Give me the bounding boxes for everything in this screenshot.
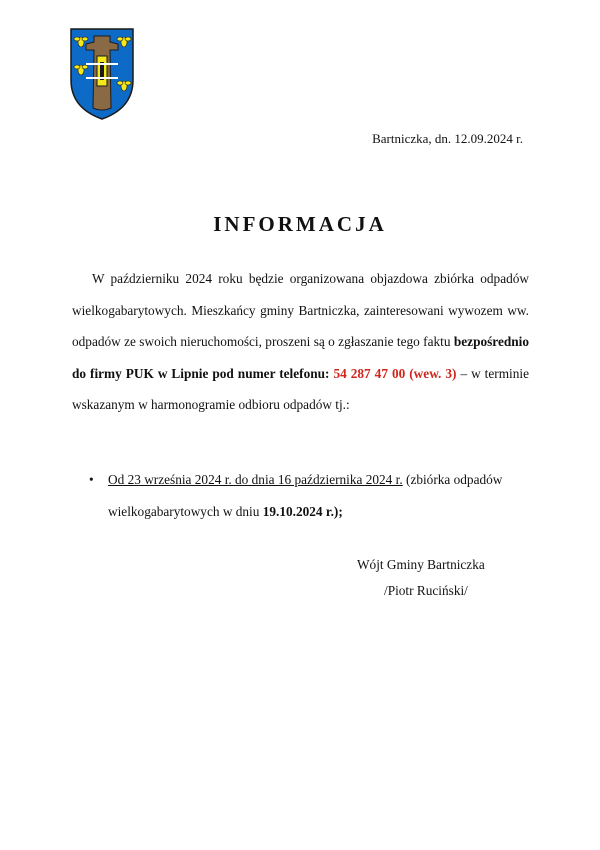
schedule-list <box>89 464 530 527</box>
signature-block <box>357 552 485 604</box>
paragraph-text-1: W październiku 2024 roku będzie organizowana objazdowa zbiórka odpadów wielkogabarytowych. Mieszkańcy gminy Bartniczka, zainteresowani wywozem ww. odpadów ze swoich nieruchomości, proszeni są o zgłaszanie tego faktu <box>72 271 529 350</box>
date-line: Bartniczka, dn. 12.09.2024 r. <box>372 131 523 146</box>
main-paragraph <box>72 263 529 421</box>
paragraph-text-2: – w terminie wskazanym w harmonogramie odbioru odpadów tj.: <box>72 365 529 413</box>
signature-name: /Piotr Ruciński/ <box>384 583 468 598</box>
bullet-icon: • <box>89 472 94 487</box>
collection-period: Od 23 września 2024 r. do dnia 16 października 2024 r. <box>108 472 403 487</box>
list-item <box>89 464 530 527</box>
phone-number: 54 287 47 00 (wew. 3) <box>333 365 457 381</box>
document-title: INFORMACJA <box>213 212 387 236</box>
signature-role: Wójt Gminy Bartniczka <box>357 557 485 572</box>
collection-date: 19.10.2024 r.); <box>262 503 343 519</box>
contact-bold-text: bezpośrednio do firmy PUK w Lipnie pod numer telefonu: <box>72 334 529 381</box>
coat-of-arms-icon <box>70 28 134 120</box>
list-item-text: (zbiórka odpadów wielkogabarytowych w dniu <box>108 472 503 519</box>
